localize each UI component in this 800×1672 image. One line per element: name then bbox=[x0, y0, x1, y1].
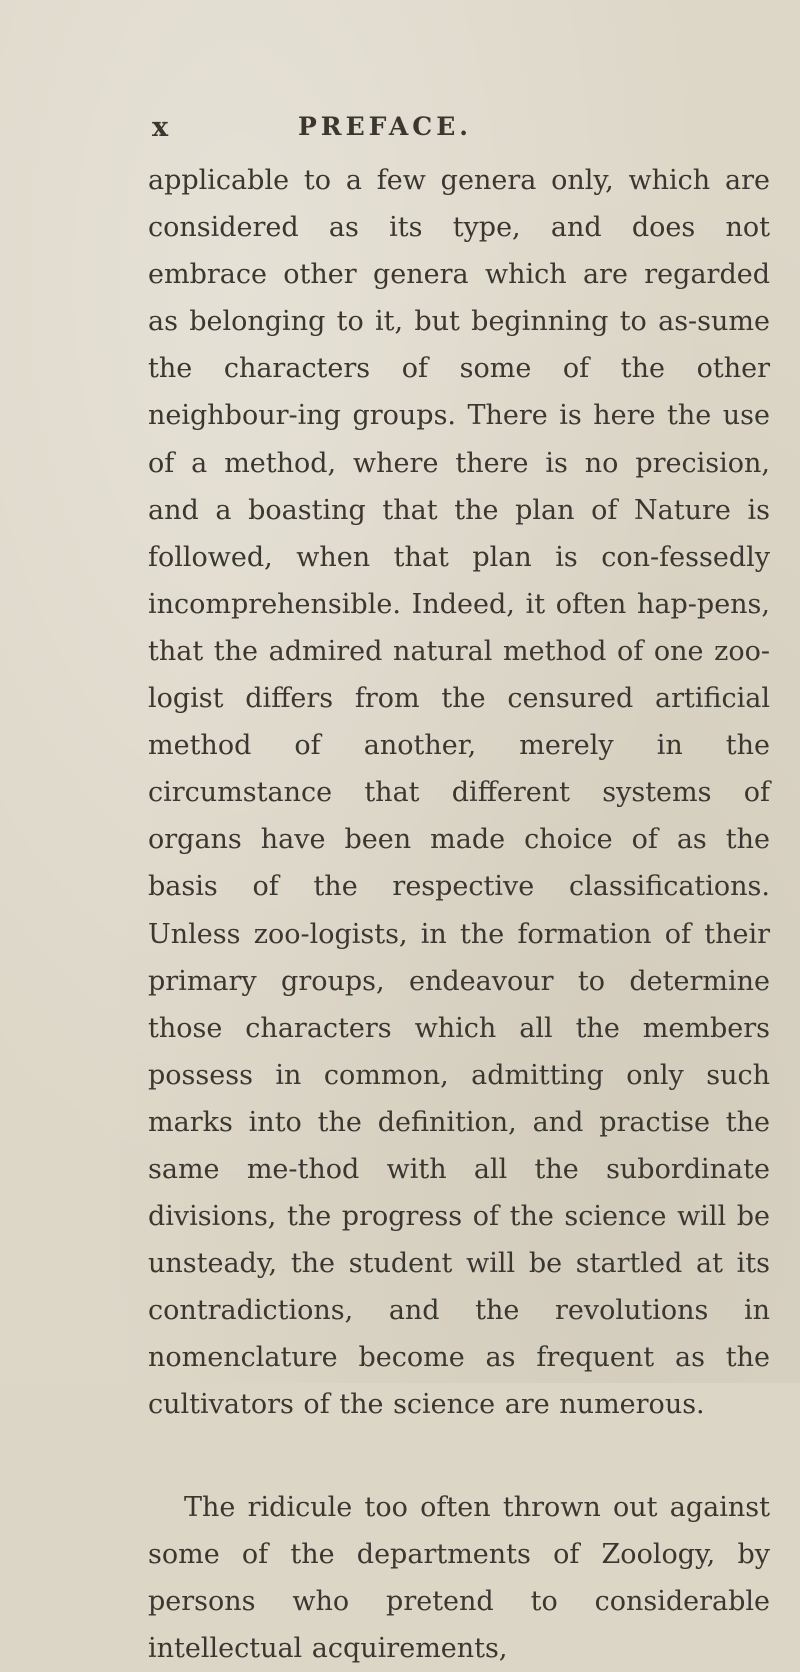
body-text bbox=[148, 157, 770, 1672]
paragraph: The ridicule too often thrown out against some of the departments of Zoology, by persons who pretend to considerable intellectual acquirements, bbox=[148, 1491, 770, 1664]
running-head: PREFACE. bbox=[298, 112, 472, 141]
paragraph: applicable to a few genera only, which are considered as its type, and does not embrace other genera which are regarded as belonging to it, but beginning to as-sume the characters of some of the other neighbour-ing groups. There is here the use of a method, where there is no precision, and a boasting that the plan of Nature is followed, when that plan is con-fessedly incomprehensible. Indeed, it often hap-pens, that the admired natural method of one zoo-logist differs from the censured artificial method of another, merely in the circumstance that different systems of organs have been made choice of as the basis of the respective classifications. Unless zoo-logists, in the formation of their primary groups, endeavour to determine those characters which all the members possess in common, admitting only such marks into the definition, and practise the same me-thod with all the subordinate divisions, the progress of the science will be unsteady, the student will be startled at its contradictions, and the revolutions in nomenclature become as frequent as the cultivators of the science are numerous. bbox=[148, 165, 770, 1421]
page-number: x bbox=[152, 112, 170, 143]
page-header bbox=[0, 112, 800, 148]
